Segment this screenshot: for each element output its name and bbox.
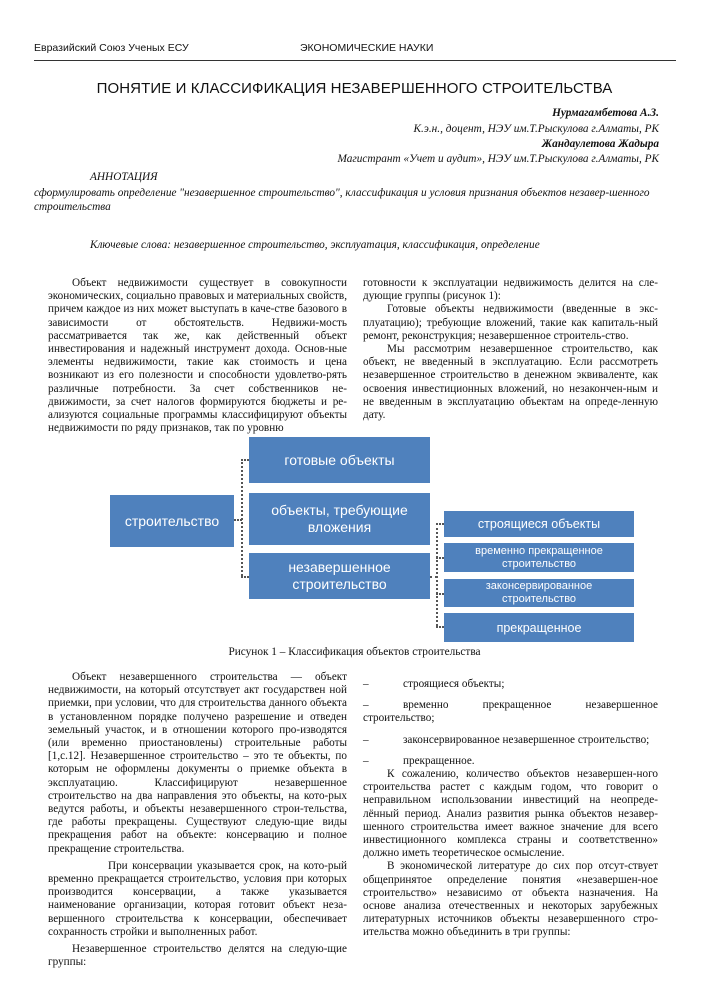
author-1-affiliation: К.э.н., доцент, НЭУ им.Т.Рыскулова г.Алматы, РК <box>413 123 659 135</box>
diagram-node-under-construction: строящиеся объекты <box>444 511 634 537</box>
header-rule <box>34 60 676 61</box>
author-2-name: Жандаулетова Жадыра <box>541 138 659 150</box>
diagram-node-terminated: прекращенное <box>444 613 634 642</box>
diagram-connector <box>430 576 437 578</box>
body-left-column <box>48 671 347 969</box>
journal-name: Евразийский Союз Ученых ЕСУ <box>34 42 189 54</box>
diagram-connector <box>436 523 444 525</box>
types-list <box>363 678 658 768</box>
diagram-node-unfinished: незавершенное строительство <box>249 553 430 599</box>
diagram-node-suspended: временно прекращенное строительство <box>444 543 634 572</box>
intro-paragraph: Объект недвижимости существует в совокупности экономических, социально правовых и материальных свойств, причем каждое из них может выступать в каче-стве базового в зависимости от обстоятельств. Недвижи-мость рассматривается так же, как действенный объект инвестирования и надежный инструмент дохода. Основ-ные элементы недвижимости, такие как стоимость и цена возникают из его полезности и способности удовлетво-рять различные потребности. За счет собственников не-движимости, за счет налогов формируются бюджеты и ре-ализуются социальные программы классифицируют объекты недвижимости по ряду признаков, так по уровню <box>48 277 347 435</box>
author-2-affiliation: Магистрант «Учет и аудит», НЭУ им.Т.Рыскулова г.Алматы, РК <box>337 153 659 165</box>
abstract-heading: АННОТАЦИЯ <box>90 171 158 183</box>
intro-groups-paragraph: Готовые объекты недвижимости (введенные в экс-плуатацию); требующие вложений, такие как капиталь-ный ремонт, реконструкция; незавершенное строитель-ство. <box>363 303 658 342</box>
diagram-connector <box>241 459 243 576</box>
diagram-connector <box>234 519 242 521</box>
diagram-node-mothballed: законсервированное строительство <box>444 579 634 607</box>
diagram-connector <box>436 593 444 595</box>
diagram-connector <box>436 557 444 559</box>
definition-paragraph: Объект незавершенного строительства — объект недвижимости, на который отсутствует акт государствен ной приемки, при условии, что для строительства данного объекта в установленном порядке получено разрешение и отведен земельный участок, и в отношении которого про-изводятся (или временно приостановлены) строительные работы [1,с.12]. Незавершенное строительство – это те объекты, по которым не оформлены документы о приемке объекта в эксплуатацию. Классифицируют незавершенное строительство на два направления это объекты, на кото-рых ведутся работы, и объекты незавершенного строи-тельства, где работы прекращены. Существуют следую-щие виды прекращения работ на объекте: консервацию и полное прекращение строительства. <box>48 671 347 855</box>
list-item: – законсервированное незавершенное строительство; <box>363 733 650 746</box>
list-dash: – <box>363 733 369 746</box>
diagram-connector <box>241 576 249 578</box>
diagram-node-ready: готовые объекты <box>249 437 430 483</box>
diagram-root-node: строительство <box>110 495 234 547</box>
intro-continuation: готовности к эксплуатации недвижимость делится на сле-дующие группы (рисунок 1): <box>363 277 658 303</box>
author-1-name: Нурмагамбетова А.З. <box>552 107 659 119</box>
article-title: ПОНЯТИЕ И КЛАССИФИКАЦИЯ НЕЗАВЕРШЕННОГО СТРОИТЕЛЬСТВА <box>96 80 613 97</box>
list-item: – прекращенное. <box>363 754 475 767</box>
list-dash: – <box>363 754 369 767</box>
list-dash: – <box>363 699 369 712</box>
list-item: – строящиеся объекты; <box>363 678 505 690</box>
conservation-paragraph: При консервации указывается срок, на кото-рый временно прекращается строительство, условия при которых производится консервации, а также указывается наименование организации, которая готовит объект неза-вершенного строительства к консервации, обеспечивает сохранность стройки и выполненных работ. <box>48 859 347 938</box>
diagram-connector <box>436 626 444 628</box>
intro-focus-paragraph: Мы рассмотрим незавершенное строительство, как объект, не введенный в эксплуатацию. Если рассмотреть незавершенное строительство в денежном эквиваленте, как освоения инвестиционных вложений, но незакончен-ным и не введенным в эксплуатацию объектам на опреде-ленную дату. <box>363 343 658 422</box>
intro-left-column <box>48 277 347 435</box>
body-right-column <box>363 678 658 940</box>
diagram-node-investment: объекты, требующие вложения <box>249 493 430 545</box>
diagram-connector <box>436 523 438 626</box>
intro-right-column <box>363 277 658 422</box>
keywords: Ключевые слова: незавершенное строительство, эксплуатация, классификация, определение <box>90 239 540 251</box>
diagram-connector <box>241 459 249 461</box>
groups-intro-paragraph: Незавершенное строительство делятся на следую-щие группы: <box>48 943 347 969</box>
section-name: ЭКОНОМИЧЕСКИЕ НАУКИ <box>300 42 434 54</box>
list-item: – временно прекращенное незавершенное строительство; <box>363 699 658 725</box>
figure-caption: Рисунок 1 – Классификация объектов строительства <box>228 646 481 658</box>
list-dash: – <box>363 678 369 690</box>
literature-paragraph: В экономической литературе до сих пор отсут-ствует общепринятое определение понятия «незавершен-ное строительство» независимо от объекта назначения. На основе анализа отечественных и некоторых зарубежных литературных источников объекты незавершенного стро-ительства можно объединить в три группы: <box>363 860 658 939</box>
growth-paragraph: К сожалению, количество объектов незавершен-ного строительства растет с каждым годом, что говорит о неправильном использовании инвестиций на неопреде-лённый период. Анализ развития рынка объектов незавер-шенного строительства имеет важное значение для всего инвестиционного комплекса страны и соответственно» должно иметь теоретическое осмысление. <box>363 768 658 860</box>
abstract-text: сформулировать определение "незавершенное строительство", классификация и условия признания объектов незавер-шенного строительства <box>34 187 650 213</box>
